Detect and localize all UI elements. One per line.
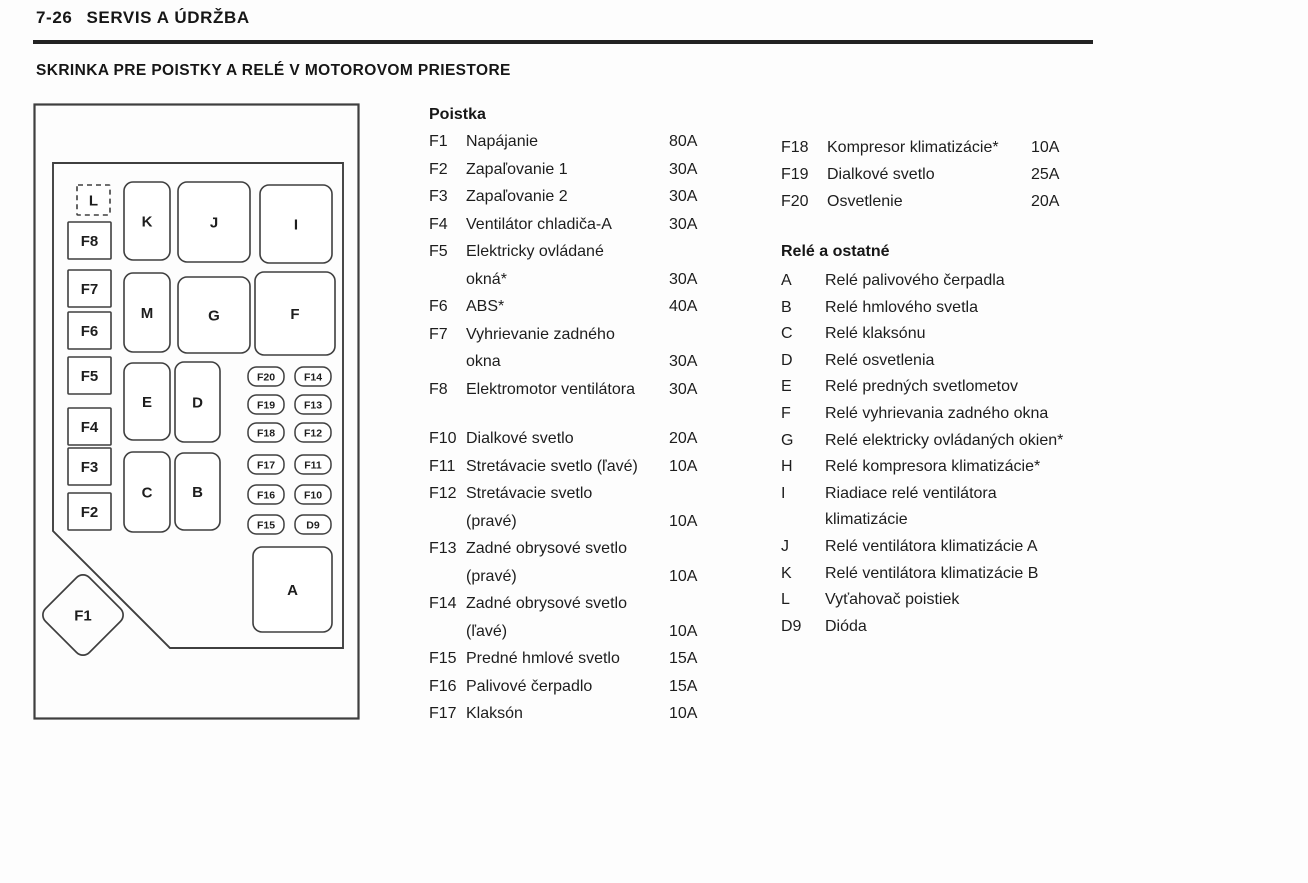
diagram-cell-label: F2 [80, 504, 99, 521]
relay-row-A [781, 268, 1101, 295]
item-label: Relé vyhrievania zadného okna [825, 404, 1049, 422]
fuse-row-F6 [429, 293, 719, 321]
diagram-cell-label: L [88, 192, 99, 210]
item-amperage: 30A [669, 188, 698, 205]
item-label: klimatizácie [825, 511, 908, 529]
relay-row-I-line1 [781, 481, 1101, 508]
relay-list [781, 240, 1101, 640]
header-rule [33, 40, 1093, 44]
item-label: Stretávacie svetlo (ľavé) [466, 457, 638, 475]
diagram-cell-F3 [68, 448, 111, 485]
item-id: F [781, 404, 791, 422]
item-id: F15 [429, 650, 457, 667]
item-label: Stretávacie svetlo [466, 485, 593, 502]
fuse-row-F18 [781, 134, 1077, 161]
item-id: F18 [781, 139, 809, 156]
fuse-row-F8 [429, 376, 719, 404]
item-amperage: 10A [669, 622, 698, 640]
diagram-pill-F13 [295, 395, 331, 414]
diagram-cell-F7 [68, 270, 111, 307]
item-amperage: 30A [669, 215, 698, 233]
item-label: Palivové čerpadlo [466, 677, 593, 695]
page-header [36, 8, 250, 28]
item-amperage [669, 238, 719, 266]
item-id: F19 [781, 166, 809, 183]
item-id: F1 [429, 133, 448, 150]
item-label: Osvetlenie [827, 193, 903, 210]
item-label: Relé osvetlenia [825, 351, 935, 369]
diagram-cell-F4 [68, 408, 111, 445]
diagram-pill-label: F20 [256, 371, 276, 384]
diagram-cell-D [175, 362, 220, 442]
diagram-cell-B [175, 453, 220, 530]
diagram-pill-F12 [295, 423, 331, 442]
item-id: J [781, 537, 789, 555]
relay-row-C [781, 321, 1101, 348]
item-label: Napájanie [466, 133, 539, 150]
fuse-row-F7-line1 [429, 321, 719, 349]
item-id: L [781, 591, 790, 609]
diagram-cell-label: F [290, 306, 300, 323]
fuse-row-F2 [429, 156, 719, 184]
diagram-pill-F18 [248, 423, 284, 442]
item-amperage: 10A [1031, 139, 1060, 156]
item-id: F20 [781, 193, 809, 210]
item-label: Relé predných svetlometov [825, 378, 1018, 396]
item-label: Relé klaksónu [825, 325, 926, 343]
fuse-rows-right [781, 134, 1077, 215]
item-id: F13 [429, 540, 457, 557]
relay-list-heading: Relé a ostatné [781, 243, 890, 260]
diagram-cell-label: B [192, 484, 203, 501]
fuse-row-F12-line1 [429, 480, 719, 508]
item-label: Dióda [825, 617, 867, 635]
fuse-row-F5-line1 [429, 238, 719, 266]
item-label: Klaksón [466, 705, 523, 722]
item-label: Zadné obrysové svetlo [466, 540, 627, 557]
diagram-cell-G [178, 277, 250, 353]
item-id: A [781, 272, 792, 289]
relay-row-F [781, 401, 1101, 428]
item-id: F12 [429, 485, 457, 502]
diagram-cell-label: F4 [80, 419, 99, 436]
item-id: F5 [429, 243, 448, 260]
item-label: Elektromotor ventilátora [466, 380, 635, 398]
diagram-cell-label: C [141, 484, 153, 502]
item-amperage [669, 321, 719, 349]
diagram-pill-label: F12 [303, 427, 323, 440]
item-id [429, 563, 466, 591]
diagram-cell-label: F6 [80, 323, 99, 340]
item-label: Relé ventilátora klimatizácie B [825, 564, 1039, 582]
item-label: Relé palivového čerpadla [825, 272, 1005, 289]
diagram-pill-label: F11 [304, 459, 322, 472]
diagram-cell-F5 [68, 357, 111, 394]
diagram-pill-F20 [248, 367, 284, 386]
diagram-cell-label: F8 [80, 233, 99, 250]
diagram-cell-J [178, 182, 250, 262]
item-id [429, 618, 466, 646]
relay-row-J [781, 534, 1101, 561]
item-amperage: 15A [669, 650, 698, 667]
fuse-row-F10 [429, 425, 719, 453]
item-amperage: 30A [669, 380, 698, 398]
fuse-row-F7-line2 [429, 348, 719, 376]
diagram-cell-F [255, 272, 335, 355]
diagram-cell-label: A [287, 582, 298, 599]
diagram-cell-C [124, 452, 170, 532]
item-id: F16 [429, 677, 457, 695]
item-label: okná* [466, 270, 507, 288]
relay-row-K [781, 561, 1101, 588]
diagram-pill-D9 [295, 515, 331, 534]
diagram-pill-F19 [248, 395, 284, 414]
item-id: D [781, 351, 793, 369]
item-label: Riadiace relé ventilátora [825, 484, 997, 502]
relay-row-L [781, 587, 1101, 614]
diagram-cell-F2 [68, 493, 111, 530]
chapter-title: SERVIS A ÚDRŽBA [86, 8, 250, 27]
fuse-row-F20 [781, 188, 1077, 215]
fuse-rows-left [429, 128, 719, 728]
item-id: F17 [429, 705, 457, 722]
item-label: Zapaľovanie 2 [466, 188, 568, 205]
item-amperage: 20A [669, 430, 698, 447]
item-label: ABS* [466, 298, 505, 315]
fuse-row-F4 [429, 211, 719, 239]
item-label: Elektricky ovládané [466, 243, 604, 260]
diagram-cell-L [77, 185, 110, 215]
diagram-cell-label: I [293, 216, 299, 234]
item-id [781, 507, 825, 534]
relay-row-I-line2 [781, 507, 1101, 534]
item-amperage: 80A [669, 133, 698, 150]
item-amperage: 10A [669, 705, 698, 722]
diagram-cell-label: E [141, 394, 153, 411]
diagram-cell-E [124, 363, 170, 440]
diagram-pill-label: F19 [256, 399, 276, 412]
diagram-pill-label: F13 [303, 399, 323, 412]
diagram-cell-label: D [192, 394, 203, 412]
fuse-row-F13-line2 [429, 563, 719, 591]
item-id: I [781, 484, 786, 502]
item-id: F3 [429, 188, 448, 205]
diagram-pill-F10 [295, 485, 331, 504]
item-id: F4 [429, 215, 448, 233]
relay-row-D [781, 348, 1101, 375]
item-id: K [781, 564, 792, 582]
item-label: Ventilátor chladiča-A [466, 215, 612, 233]
relay-row-D9 [781, 614, 1101, 641]
item-label: Kompresor klimatizácie* [827, 139, 999, 156]
fuse-row-F15 [429, 645, 719, 673]
diagram-pill-label: F15 [256, 519, 276, 532]
item-id: D9 [781, 617, 802, 635]
diagram-cell-M [124, 273, 170, 352]
item-label: (pravé) [466, 512, 517, 530]
item-label: Dialkové svetlo [466, 430, 574, 447]
relay-row-H [781, 454, 1101, 481]
item-id: F11 [429, 457, 456, 475]
fuse-list-right [781, 134, 1077, 215]
fuse-row-F19 [781, 161, 1077, 188]
item-id [429, 348, 466, 376]
fuse-row-F14-line1 [429, 590, 719, 618]
relay-row-B [781, 295, 1101, 322]
fuse-row-F16 [429, 673, 719, 701]
fuse-row-F14-line2 [429, 618, 719, 646]
item-label: Vyhrievanie zadného [466, 325, 615, 343]
diagram-cell-label: F7 [80, 281, 99, 298]
page-title: SKRINKA PRE POISTKY A RELÉ V MOTOROVOM PRIESTORE [36, 62, 511, 79]
page-number: 7-26 [36, 8, 73, 27]
item-label: (ľavé) [466, 622, 508, 640]
diagram-pill-F15 [248, 515, 284, 534]
item-label: (pravé) [466, 567, 517, 585]
item-amperage: 10A [669, 567, 698, 585]
item-id [429, 266, 466, 294]
diagram-cell-label: K [141, 213, 153, 231]
diagram-cell-label: J [209, 214, 219, 232]
diagram-cell-K [124, 182, 170, 260]
item-amperage: 40A [669, 298, 698, 315]
diagram-cell-label: F3 [80, 459, 99, 476]
diagram-cell-I [260, 185, 332, 263]
item-id: E [781, 378, 792, 396]
fuse-list-heading: Poistka [429, 106, 486, 123]
diagram-pill-label: F14 [303, 371, 323, 384]
item-amperage [669, 590, 719, 618]
item-amperage [669, 480, 719, 508]
diagram-cell-A [253, 547, 332, 632]
fuse-row-F3 [429, 183, 719, 211]
item-label: Relé ventilátora klimatizácie A [825, 537, 1038, 555]
fuse-row-F11 [429, 453, 719, 481]
relay-rows [781, 268, 1101, 640]
diagram-pill-F14 [295, 367, 331, 386]
diagram-pill-label: D9 [306, 519, 320, 532]
item-amperage: 25A [1031, 166, 1060, 183]
item-id: F7 [429, 325, 448, 343]
item-label: Dialkové svetlo [827, 166, 935, 183]
item-label: Relé hmlového svetla [825, 298, 978, 316]
diagram-pill-F16 [248, 485, 284, 504]
diagram-pill-label: F17 [256, 459, 276, 472]
fuse-row-F13-line1 [429, 535, 719, 563]
item-id: H [781, 458, 793, 476]
diagram-cell-F8 [68, 222, 111, 259]
diagram-cell-F6 [68, 312, 111, 349]
item-label: Relé kompresora klimatizácie* [825, 458, 1041, 476]
diagram-pill-label: F16 [256, 489, 276, 502]
item-label: Relé elektricky ovládaných okien* [825, 431, 1064, 449]
item-label: Zapaľovanie 1 [466, 160, 568, 178]
diagram-cell-label: F5 [80, 368, 99, 385]
item-amperage: 30A [669, 353, 698, 370]
item-amperage: 10A [669, 457, 698, 475]
diagram-pill-label: F10 [303, 489, 323, 502]
diagram-pill-F17 [248, 455, 284, 474]
fusebox-diagram [33, 103, 360, 720]
item-amperage: 30A [669, 160, 698, 178]
item-id: F8 [429, 380, 448, 398]
diagram-cell-label: G [208, 307, 220, 325]
item-amperage: 10A [669, 512, 698, 530]
item-id: F6 [429, 298, 448, 315]
diagram-cell-label: M [140, 305, 154, 322]
item-id: F14 [429, 595, 457, 612]
item-id: F2 [429, 160, 448, 178]
item-label: Predné hmlové svetlo [466, 650, 620, 667]
item-amperage: 30A [669, 270, 698, 288]
diagram-pill-F11 [295, 455, 331, 474]
item-amperage: 20A [1031, 193, 1060, 210]
item-id [429, 508, 466, 536]
item-amperage [669, 535, 719, 563]
item-id: F10 [429, 430, 457, 447]
fuse-row-F1 [429, 128, 719, 156]
item-id: B [781, 298, 792, 316]
item-label: okna [466, 353, 501, 370]
relay-row-E [781, 374, 1101, 401]
item-id: C [781, 325, 793, 343]
relay-row-G [781, 428, 1101, 455]
fuse-row-F5-line2 [429, 266, 719, 294]
fuse-row-F12-line2 [429, 508, 719, 536]
item-label: Zadné obrysové svetlo [466, 595, 627, 612]
diagram-cell-label: F1 [74, 607, 92, 625]
fuse-row-F17 [429, 700, 719, 728]
diagram-pill-label: F18 [256, 427, 276, 440]
item-amperage: 15A [669, 677, 698, 695]
fuse-list-left [429, 102, 719, 728]
item-label: Vyťahovač poistiek [825, 591, 960, 609]
item-id: G [781, 431, 794, 449]
